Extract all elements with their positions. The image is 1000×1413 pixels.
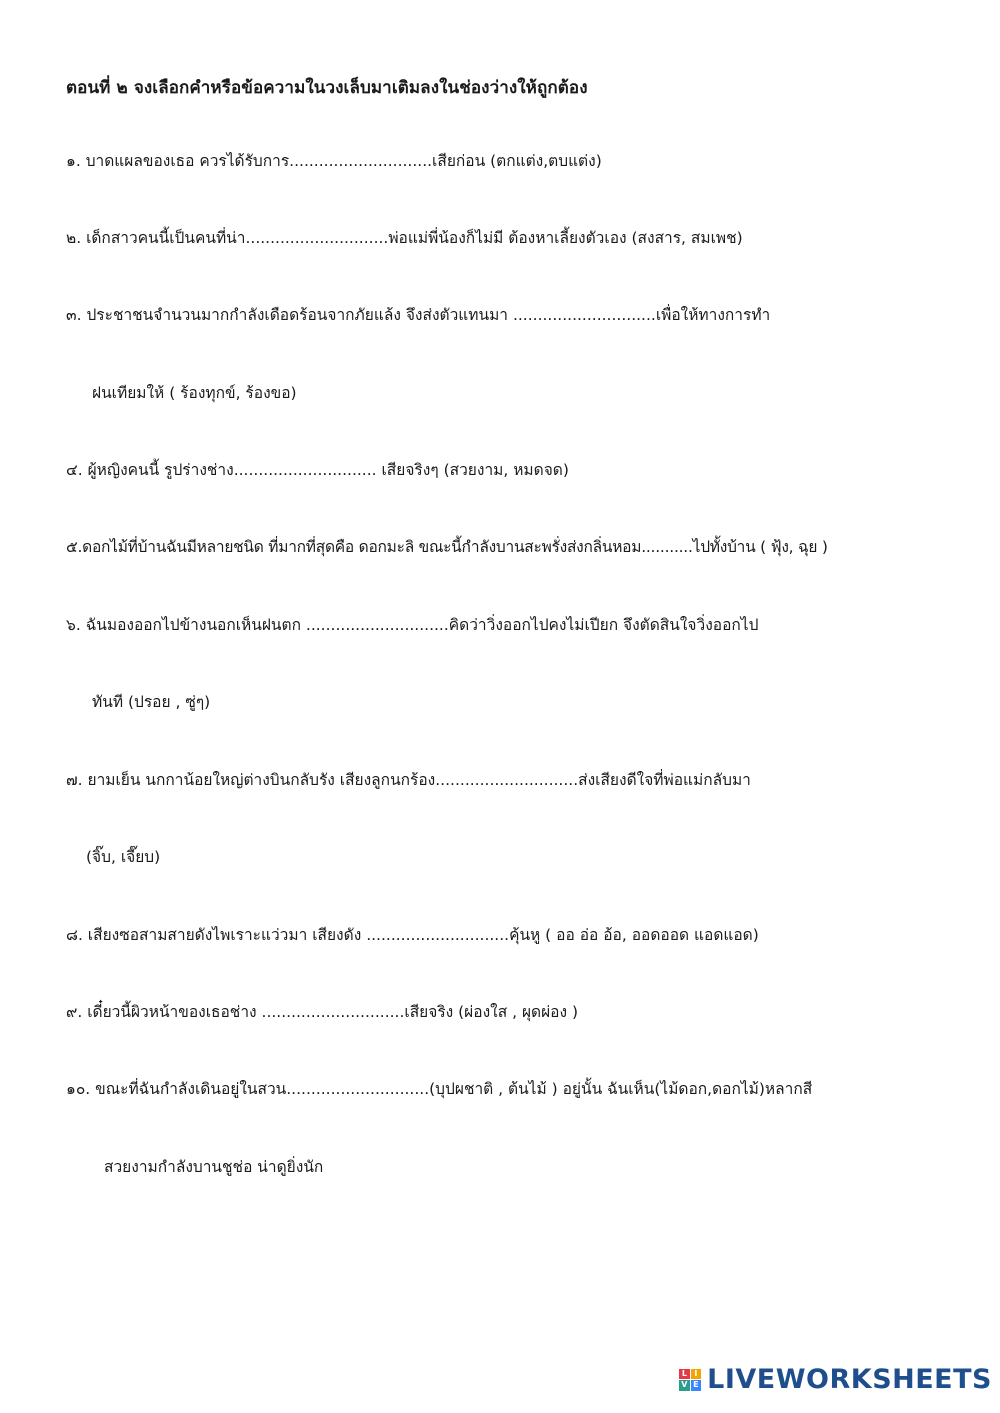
question-6-continued: ทันที (ปรอย , ซู่ๆ) bbox=[92, 693, 211, 711]
question-7-continued: (จิ๊บ, เจี๊ยบ) bbox=[86, 848, 161, 866]
question-2: ๒. เด็กสาวคนนี้เป็นคนที่น่า.............................พ่อแม่พี่น้องก็ไม่มี ต้องหาเลี้ยงตัวเอง (สงสาร, สมเพช) bbox=[66, 229, 743, 247]
question-4: ๔. ผู้หญิงคนนี้ รูปร่างช่าง............................. เสียจริงๆ (สวยงาม, หมดจด) bbox=[66, 461, 569, 479]
question-10-continued: สวยงามกำลังบานชูช่อ น่าดูยิ่งนัก bbox=[104, 1158, 324, 1176]
logo-mark-icon: L I V E bbox=[679, 1369, 701, 1391]
question-10: ๑๐. ขณะที่ฉันกำลังเดินอยู่ในสวน.............................(บุปผชาติ , ต้นไม้ ) อยู่นั้น ฉันเห็น(ไม้ดอก,ดอกไม้)หลากสี bbox=[66, 1080, 813, 1098]
question-6: ๖. ฉันมองออกไปข้างนอกเห็นฝนตก .............................คิดว่าวิ่งออกไปคงไม่เปียก จึงตัดสินใจวิ่งออกไป bbox=[66, 616, 759, 634]
question-9: ๙. เดี๋ยวนี้ผิวหน้าของเธอช่าง .............................เสียจริง (ผ่องใส , ผุดผ่อง ) bbox=[66, 1003, 579, 1021]
question-3: ๓. ประชาชนจำนวนมากกำลังเดือดร้อนจากภัยแล้ง จึงส่งตัวแทนมา .............................เพื่อให้ทางการทำ bbox=[66, 306, 771, 324]
section-heading: ตอนที่ ๒ จงเลือกคำหรือข้อความในวงเล็บมาเติมลงในช่องว่างให้ถูกต้อง bbox=[66, 78, 588, 98]
liveworksheets-logo bbox=[679, 1364, 992, 1395]
question-5: ๕.ดอกไม้ที่บ้านฉันมีหลายชนิด ที่มากที่สุดคือ ดอกมะลิ ขณะนี้กำลังบานสะพรั่งส่งกลิ่นหอม...........ไปทั้งบ้าน ( ฟุ้ง, ฉุย ) bbox=[66, 538, 828, 556]
question-1: ๑. บาดแผลของเธอ ควรได้รับการ.............................เสียก่อน (ตกแต่ง,ตบแต่ง) bbox=[66, 152, 602, 170]
question-8: ๘. เสียงซอสามสายดังไพเราะแว่วมา เสียงดัง .............................คุ้นหู ( ออ อ่อ อ้อ, ออดออด แอดแอด) bbox=[66, 926, 759, 944]
question-3-continued: ฝนเทียมให้ ( ร้องทุกข์, ร้องขอ) bbox=[92, 384, 297, 402]
question-7: ๗. ยามเย็น นกกาน้อยใหญ่ต่างบินกลับรัง เสียงลูกนกร้อง.............................ส่งเสียงดีใจที่พ่อแม่กลับมา bbox=[66, 771, 751, 789]
logo-text: LIVEWORKSHEETS bbox=[707, 1364, 992, 1395]
